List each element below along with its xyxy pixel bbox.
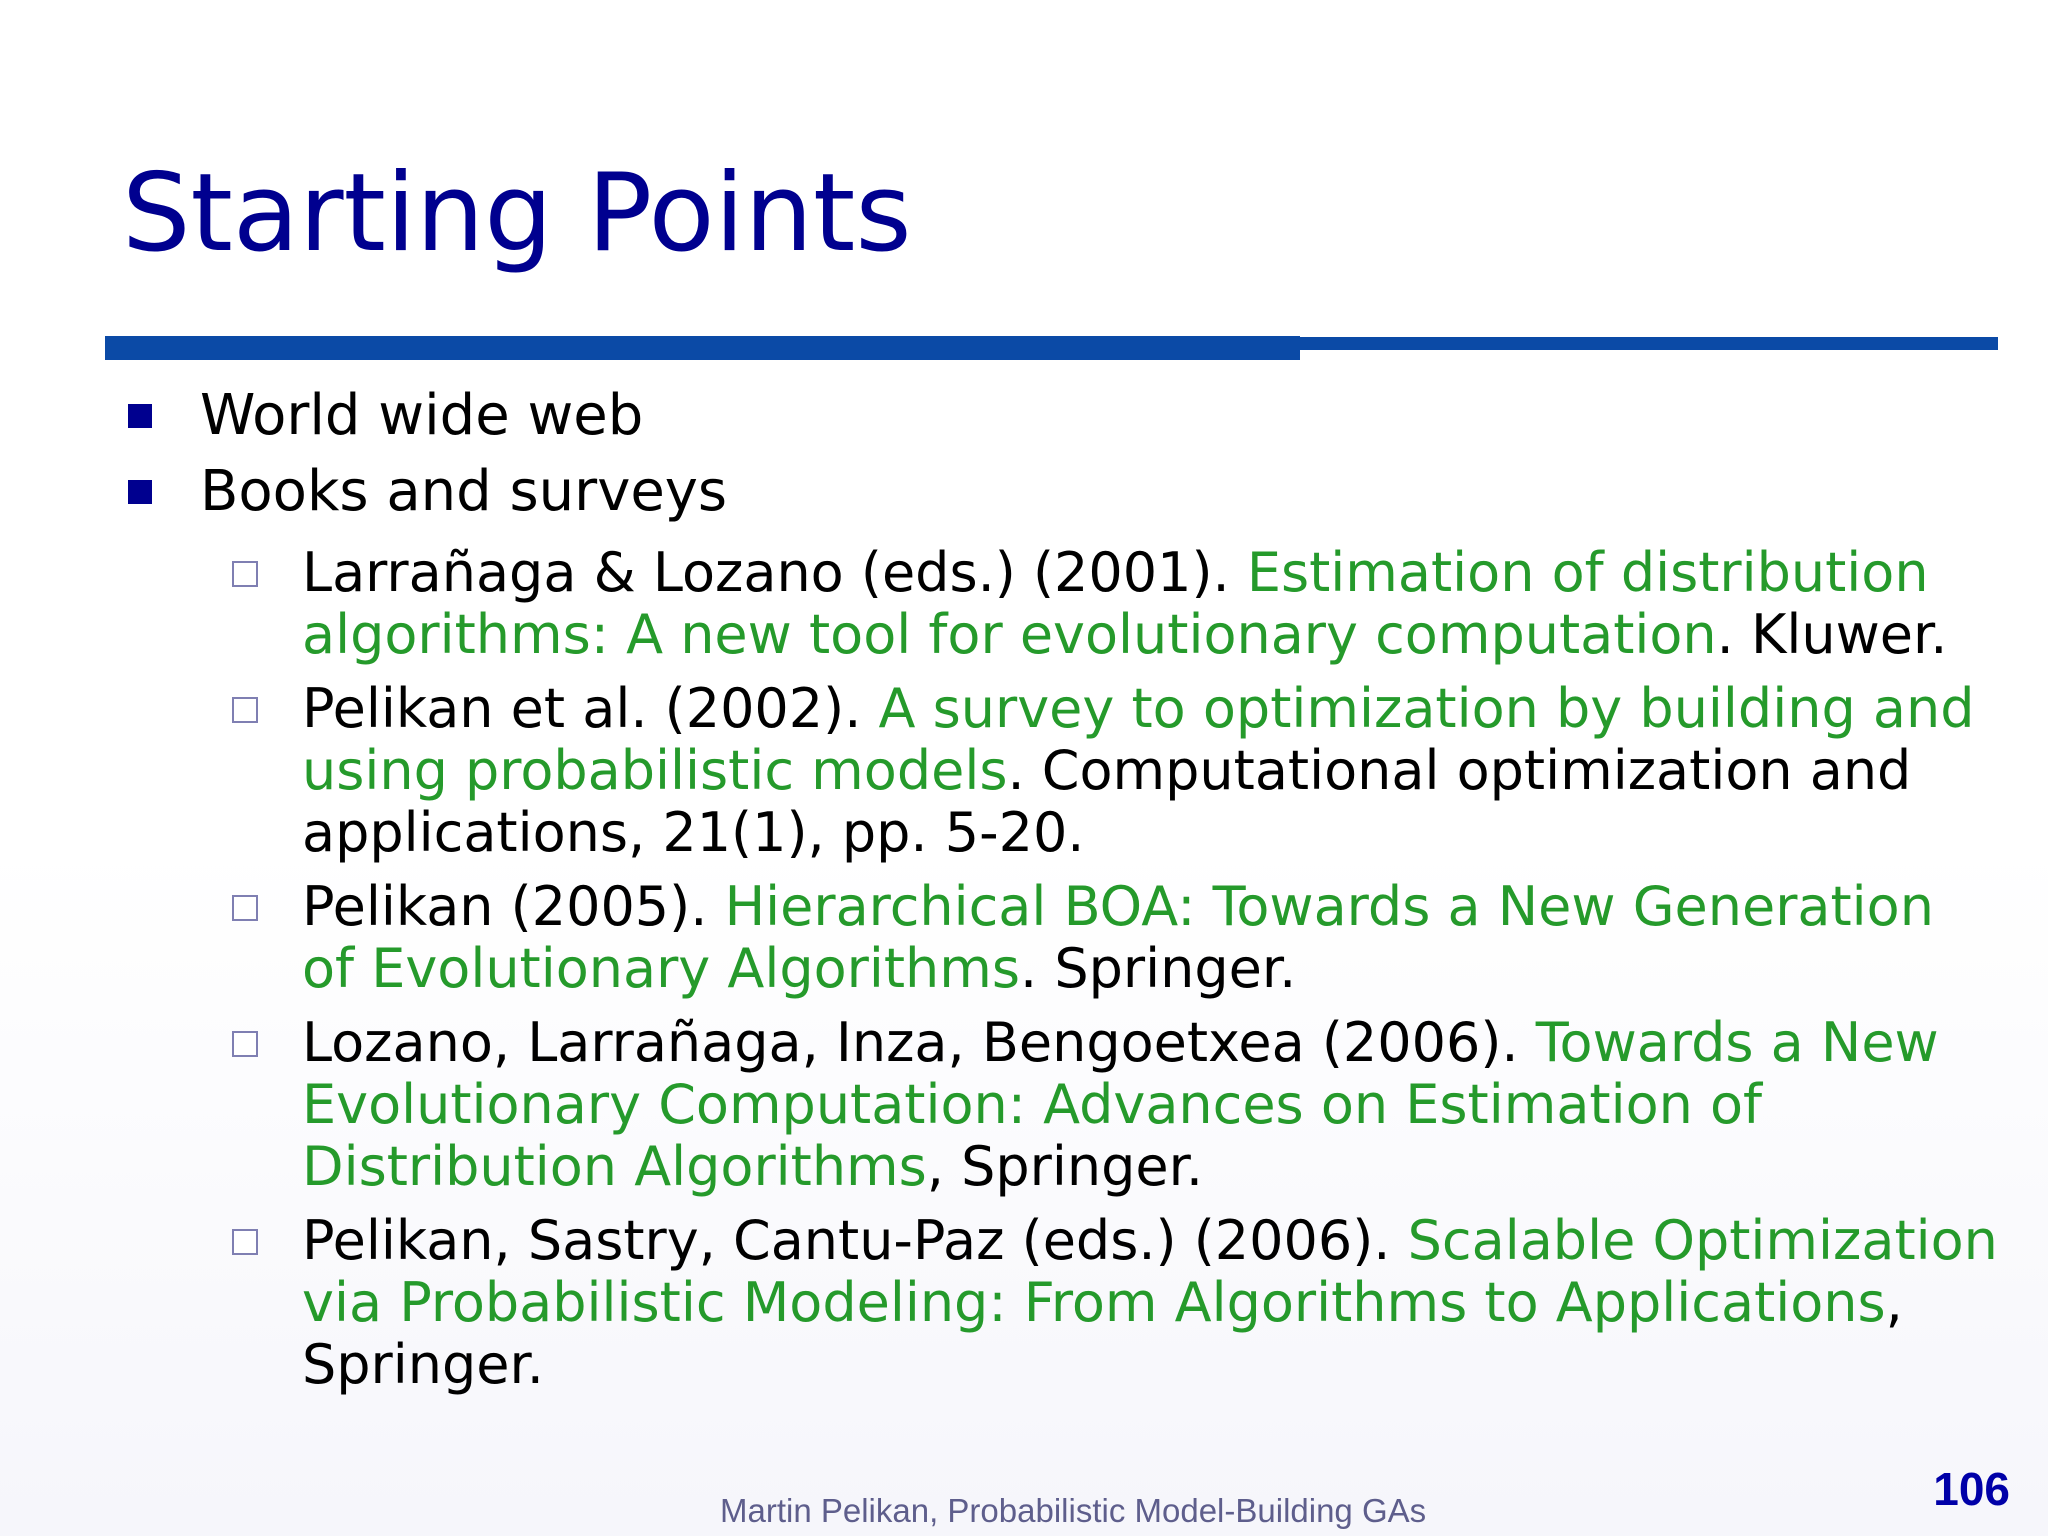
reference-item	[0, 678, 2002, 864]
hollow-square-bullet-icon	[232, 1229, 258, 1255]
bullet-item-world-wide-web	[0, 378, 2048, 454]
reference-title: A survey to optimization by building and using probabilistic models	[302, 677, 1975, 802]
footer-credit: Martin Pelikan, Probabilistic Model-Building GAs	[720, 1492, 1427, 1529]
reference-title: Towards a New Evolutionary Computation: Advances on Estimation of Distribution Algorithms	[302, 1011, 1939, 1198]
reference-item	[0, 876, 2002, 1000]
reference-item	[0, 1210, 2002, 1396]
reference-publisher: . Springer.	[1020, 937, 1297, 1000]
slide-title: Starting Points	[122, 151, 912, 276]
bullet-item-books-and-surveys	[0, 454, 2048, 1396]
reference-list	[0, 542, 2048, 1396]
page-number: 106	[1933, 1463, 2010, 1515]
hollow-square-bullet-icon	[232, 1031, 258, 1057]
reference-publisher: . Computational optimization and applications, 21(1), pp. 5-20.	[302, 739, 1912, 864]
reference-publisher: , Springer.	[302, 1271, 1903, 1396]
hollow-square-bullet-icon	[232, 561, 258, 587]
reference-authors: Pelikan, Sastry, Cantu-Paz (eds.) (2006).	[302, 1209, 1408, 1272]
hollow-square-bullet-icon	[232, 895, 258, 921]
bullet-text: Books and surveys	[200, 459, 728, 524]
hollow-square-bullet-icon	[232, 697, 258, 723]
reference-title: Estimation of distribution algorithms: A new tool for evolutionary computation	[302, 541, 1929, 666]
bullet-text: World wide web	[200, 383, 644, 448]
reference-item	[0, 1012, 2002, 1198]
square-bullet-icon	[128, 404, 152, 428]
reference-publisher: . Kluwer.	[1716, 603, 1948, 666]
title-underline-thin	[1300, 337, 1998, 350]
reference-authors: Lozano, Larrañaga, Inza, Bengoetxea (2006).	[302, 1011, 1536, 1074]
bullet-list	[0, 378, 2048, 1396]
reference-publisher: , Springer.	[926, 1135, 1204, 1198]
reference-title: Scalable Optimization via Probabilistic Modeling: From Algorithms to Applications	[302, 1209, 1998, 1334]
reference-authors: Pelikan et al. (2002).	[302, 677, 879, 740]
reference-authors: Pelikan (2005).	[302, 875, 725, 938]
title-underline-thick	[105, 336, 1300, 360]
square-bullet-icon	[128, 480, 152, 504]
reference-item	[0, 542, 2002, 666]
reference-title: Hierarchical BOA: Towards a New Generation of Evolutionary Algorithms	[302, 875, 1934, 1000]
reference-authors: Larrañaga & Lozano (eds.) (2001).	[302, 541, 1247, 604]
